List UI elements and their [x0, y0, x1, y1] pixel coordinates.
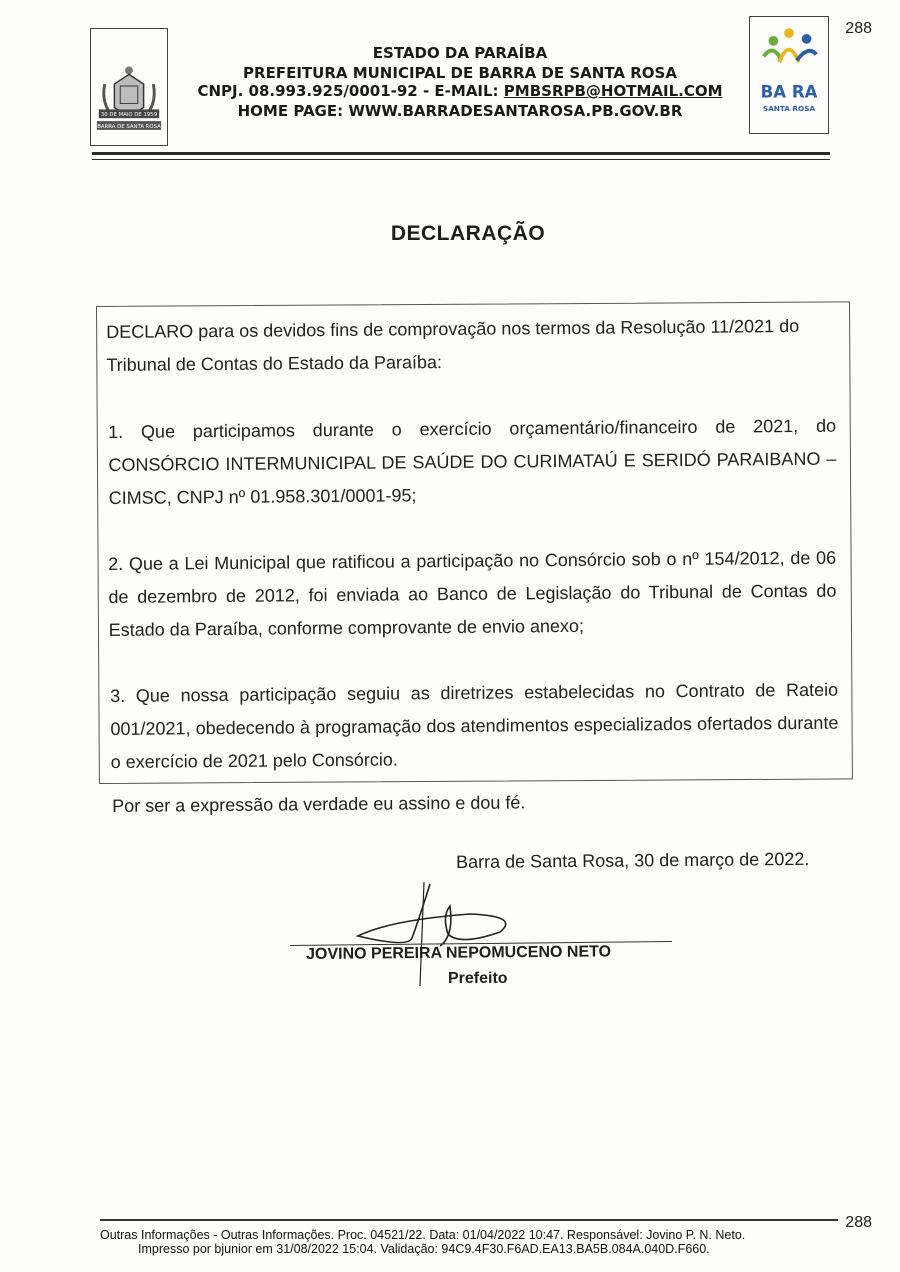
page-number-bottom: 288	[845, 1214, 872, 1231]
place-and-date: Barra de Santa Rosa, 30 de março de 2022.	[456, 848, 810, 872]
city-brand-logo	[749, 16, 829, 134]
coat-of-arms-icon	[91, 29, 167, 145]
header-email-link[interactable]: PMBSRPB@HOTMAIL.COM	[503, 82, 723, 100]
footer-validation: Impresso por bjunior em 31/08/2022 15:04. Validação: 94C9.4F30.F6AD.EA13.BA5B.084A.040D.F660.	[138, 1242, 710, 1256]
signer-name: JOVINO PEREIRA NEPOMUCENO NETO	[306, 943, 612, 963]
coat-of-arms-logo	[90, 28, 168, 146]
header-state: ESTADO DA PARAÍBA	[372, 44, 548, 62]
svg-text:30 DE MAIO DE 1959: 30 DE MAIO DE 1959	[100, 112, 158, 119]
header-divider-thick	[92, 152, 830, 155]
page-number-top: 288	[845, 20, 872, 37]
declaration-item-1: 1. Que participamos durante o exercício orçamentário/financeiro de 2021, do CONSÓRCIO INTERMUNICIPAL DE SAÚDE DO CURIMATAÚ E SERIDÓ PARAIBANO – CIMSC, CNPJ nº 01.958.301/0001-95;	[108, 415, 837, 508]
declaration-item-3: 3. Que nossa participação seguiu as diretrizes estabelecidas no Contrato de Rateio 001/2021, obedecendo à programação dos atendimentos especializados ofertados durante o exercício de 2021 pelo Consórcio.	[110, 679, 839, 772]
header-contact	[170, 82, 750, 100]
header-prefecture: PREFEITURA MUNICIPAL DE BARRA DE SANTA ROSA	[243, 64, 677, 82]
document-title: DECLARAÇÃO	[390, 222, 546, 245]
declaration-intro: DECLARO para os devidos fins de comprovação nos termos da Resolução 11/2021 do Tribunal de Contas do Estado da Paraíba:	[106, 315, 800, 375]
declaration-item-2: 2. Que a Lei Municipal que ratificou a participação no Consórcio sob o nº 154/2012, de 06 de dezembro de 2012, foi enviada ao Banco de Legislação do Tribunal de Contas do Estado da Paraíba, conforme comprovante de envio anexo;	[108, 547, 837, 640]
declaration-closing: Por ser a expressão da verdade eu assino e dou fé.	[112, 792, 526, 816]
svg-text:SANTA ROSA: SANTA ROSA	[762, 104, 816, 114]
footer-divider	[100, 1219, 838, 1221]
city-brand-icon	[750, 17, 828, 133]
header-divider-thin	[92, 159, 830, 160]
svg-text:BARRA DE SANTA ROSA: BARRA DE SANTA ROSA	[97, 123, 161, 130]
header-homepage[interactable]: HOME PAGE: WWW.BARRADESANTAROSA.PB.GOV.BR	[237, 102, 683, 120]
header-cnpj: CNPJ. 08.993.925/0001-92 - E-MAIL:	[197, 82, 504, 100]
signer-role: Prefeito	[448, 970, 508, 987]
footer-info: Outras Informações - Outras Informações. Proc. 04521/22. Data: 01/04/2022 10:47. Responsável: Jovino P. N. Neto.	[100, 1228, 746, 1242]
svg-text:BA RA: BA RA	[760, 82, 818, 102]
